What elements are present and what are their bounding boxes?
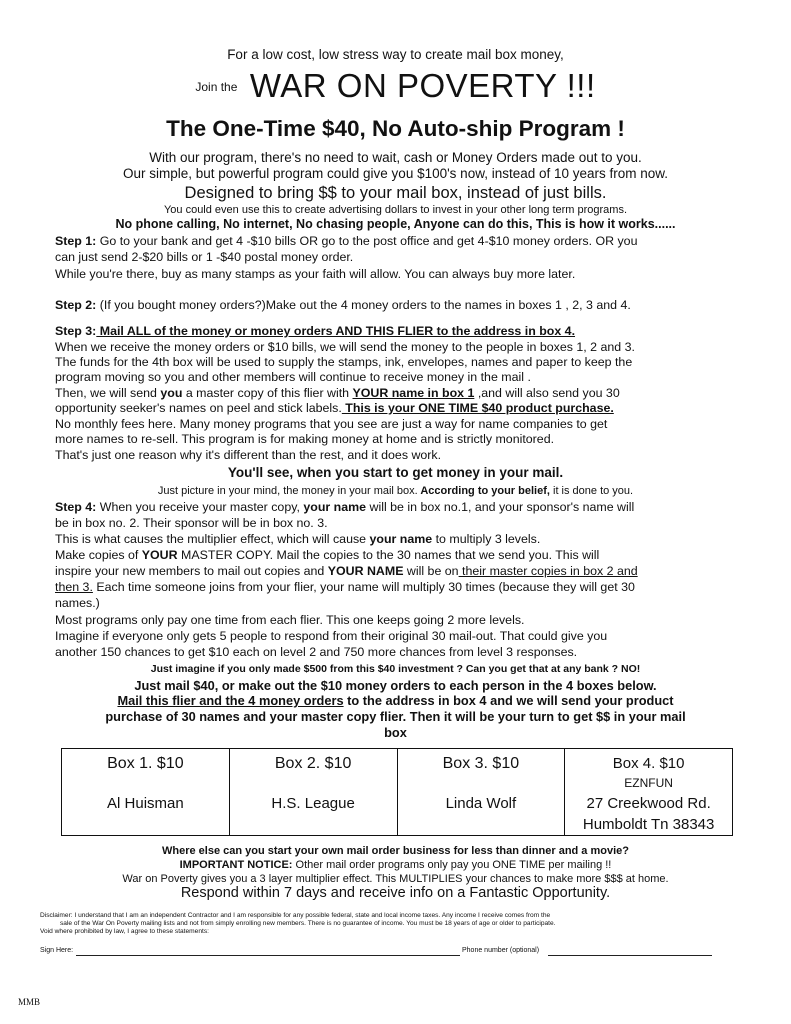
step3-label: Step 3:	[55, 324, 97, 338]
box-4-company: EZNFUN	[624, 776, 673, 790]
box-1	[62, 749, 230, 835]
box-3	[398, 749, 566, 835]
phone-label: Phone number (optional)	[462, 947, 540, 954]
step3-line-2: The funds for the 4th box will be used to supply the stamps, ink, envelopes, names and paper to keep the	[55, 355, 633, 369]
box-3-header: Box 3. $10	[442, 755, 520, 772]
box-3-name: Linda Wolf	[445, 795, 517, 812]
advertising-line: You could even use this to create advertising dollars to invest in your other long term programs.	[163, 204, 628, 216]
imagine-line: Just imagine if you only made $500 from this $40 investment ? Can you get that at any bank ? NO!	[150, 663, 641, 675]
page-mark: MMB	[18, 997, 41, 1007]
just-mail-line: Just mail $40, or make out the $10 money orders to each person in the 4 boxes below.	[134, 678, 657, 693]
sign-here-label: Sign Here:	[40, 947, 74, 954]
box-4	[565, 749, 732, 835]
step4-line-1: Step 4: When you receive your master copy, your name will be in box no.1, and your sponsor's name will	[55, 500, 635, 514]
program-subtitle: The One-Time $40, No Auto-ship Program !	[166, 116, 625, 141]
step4-line-9: Imagine if everyone only gets 5 people to respond from their original 30 mail-out. That could give you	[55, 629, 608, 643]
signature-line[interactable]	[76, 955, 460, 956]
notice-line: IMPORTANT NOTICE: Other mail order programs only pay you ONE TIME per mailing !!	[179, 859, 612, 871]
step1-line-1: Step 1: Go to your bank and get 4 -$10 bills OR go to the post office and get 4-$10 money orders. OR you	[55, 234, 638, 248]
step4-line-8: Most programs only pay one time from each flier. This one keeps going 2 more levels.	[55, 613, 525, 627]
step3-line-6: No monthly fees here. Many money programs that you see are just a way for name companies to get	[55, 417, 608, 431]
phone-line[interactable]	[548, 955, 712, 956]
box-4-street: 27 Creekwood Rd.	[586, 795, 711, 812]
disclaimer-line-1: Disclaimer: I understand that I am an independent Contractor and I am responsible for any possible federal, state and local income taxes. Any income I receive comes from the	[40, 912, 551, 919]
respond-line: Respond within 7 days and receive info on a Fantastic Opportunity.	[180, 885, 611, 901]
step4-line-5: inspire your new members to mail out copies and YOUR NAME will be on their master copies in box 2 and	[55, 564, 638, 578]
intro-line-1: With our program, there's no need to wait, cash or Money Orders made out to you.	[149, 150, 642, 165]
step4-line-6: then 3. Each time someone joins from your flier, your name will multiply 30 times (because they will get 30	[55, 580, 635, 594]
picture-line: Just picture in your mind, the money in your mail box. According to your belief, it is done to you.	[157, 485, 634, 497]
box-word-line: box	[384, 725, 407, 740]
box-2	[230, 749, 398, 835]
step1-line-2: can just send 2-$20 bills or 1 -$40 postal money order.	[55, 250, 354, 264]
box-4-city: Humboldt Tn 38343	[582, 816, 715, 833]
box-4-header: Box 4. $10	[612, 755, 685, 772]
step4-line-7: names.)	[55, 596, 100, 610]
step1-line-3: While you're there, buy as many stamps as your faith will allow. You can always buy more later.	[55, 267, 576, 281]
disclaimer-line-2: sale of the War On Poverty mailing lists and not from simply enrolling new members. There is no guarantee of income. You must be 18 years of age or older to participate.	[60, 920, 556, 927]
intro-line: For a low cost, low stress way to create mail box money,	[227, 47, 564, 62]
step4-line-10: another 150 chances to get $10 each on level 2 and 750 more chances from level 3 responses.	[55, 645, 578, 659]
where-else-line: Where else can you start your own mail order business for less than dinner and a movie?	[161, 845, 629, 857]
step3-line-0	[55, 325, 575, 339]
no-phone-line: No phone calling, No internet, No chasing people, Anyone can do this, This is how it works......	[115, 217, 676, 231]
intro-line-2: Our simple, but powerful program could give you $100's now, instead of 10 years from now.	[122, 166, 669, 181]
step3-line-1: When we receive the money orders or $10 bills, we will send the money to the people in boxes 1, 2 and 3.	[55, 340, 635, 354]
step2-line: Step 2: (If you bought money orders?)Make out the 4 money orders to the names in boxes 1 , 2, 3 and 4.	[55, 298, 631, 312]
step2-label: Step 2:	[55, 298, 97, 312]
disclaimer-line-3: Void where prohibited by law, I agree to these statements:	[40, 928, 209, 935]
youll-see-line: You'll see, when you start to get money in your mail.	[227, 465, 564, 480]
step3-line-7: more names to re-sell. This program is for making money at home and is strictly monitored.	[55, 432, 555, 446]
step4-line-2: be in box no. 2. Their sponsor will be in box no. 3.	[55, 516, 328, 530]
mail-flier-line: Mail this flier and the 4 money orders to the address in box 4 and we will send your product	[117, 693, 674, 708]
multiplier-line: War on Poverty gives you a 3 layer multiplier effect. This MULTIPLIES your chances to make more $$$ at home.	[122, 873, 669, 885]
step3-mail-instruction: Mail ALL of the money or money orders AND THIS FLIER to the address in box 4.	[96, 324, 576, 338]
main-title: WAR ON POVERTY !!!	[249, 67, 596, 104]
box-1-name: Al Huisman	[107, 795, 184, 812]
step4-line-3: This is what causes the multiplier effect, which will cause your name to multiply 3 levels.	[55, 532, 541, 546]
payment-boxes	[61, 748, 733, 836]
step3-line-3: program moving so you and other members will continue to receive money in the mail .	[55, 370, 531, 384]
designed-line: Designed to bring $$ to your mail box, instead of just bills.	[184, 184, 607, 202]
step4-line-4: Make copies of YOUR MASTER COPY. Mail the copies to the 30 names that we send you. This will	[55, 548, 600, 562]
step3-line-4: Then, we will send you a master copy of this flier with YOUR name in box 1 ,and will also send you 30	[55, 386, 620, 400]
purchase-line: purchase of 30 names and your master copy flier. Then it will be your turn to get $$ in your mail	[105, 709, 686, 724]
join-the-text: Join the	[195, 80, 238, 94]
title-row	[0, 68, 791, 108]
box-2-name: H.S. League	[271, 795, 355, 812]
step4-label: Step 4:	[55, 500, 97, 514]
step1-label: Step 1:	[55, 234, 97, 248]
box-2-header: Box 2. $10	[274, 755, 352, 772]
step3-line-8: That's just one reason why it's different than the rest, and it does work.	[55, 448, 442, 462]
step3-line-5: opportunity seeker's names on peel and stick labels. This is your ONE TIME $40 product purchase.	[55, 401, 614, 415]
box-1-header: Box 1. $10	[107, 755, 184, 772]
